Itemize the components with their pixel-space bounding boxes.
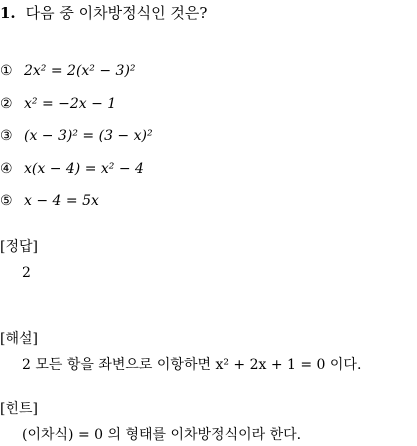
choice-marker: ② [0,95,13,112]
answer-label: [정답] [0,239,38,255]
choice-item-3[interactable] [0,125,153,158]
answer-value: 2 [22,265,31,281]
choice-list [0,60,153,223]
choice-item-5[interactable] [0,190,153,223]
choice-text: 2x² = 2(x² − 3)² [24,63,136,79]
choice-item-1[interactable] [0,60,153,93]
choice-marker: ⑤ [0,193,13,209]
question-header [0,2,207,24]
question-text: 다음 중 이차방정식인 것은? [25,4,208,22]
choice-marker: ③ [0,128,13,144]
choice-marker: ① [0,63,13,79]
choice-text: x(x − 4) = x² − 4 [24,160,144,177]
answer-section [0,236,38,284]
hint-text: (이차식) = 0 의 형태를 이차방정식이라 한다. [22,427,302,443]
choice-item-2[interactable] [0,93,153,126]
explanation-label: [해설] [0,331,38,347]
hint-label: [힌트] [0,401,38,417]
choice-text: x − 4 = 5x [24,193,99,209]
choice-item-4[interactable] [0,158,153,191]
choice-text: x² = −2x − 1 [24,95,117,112]
choice-text: (x − 3)² = (3 − x)² [24,128,153,144]
explanation-section [0,328,361,376]
choice-marker: ④ [0,160,13,177]
hint-section [0,398,301,446]
explanation-text: 2 모든 항을 좌변으로 이항하면 x² + 2x + 1 = 0 이다. [22,357,362,373]
question-number: 1. [0,4,16,22]
